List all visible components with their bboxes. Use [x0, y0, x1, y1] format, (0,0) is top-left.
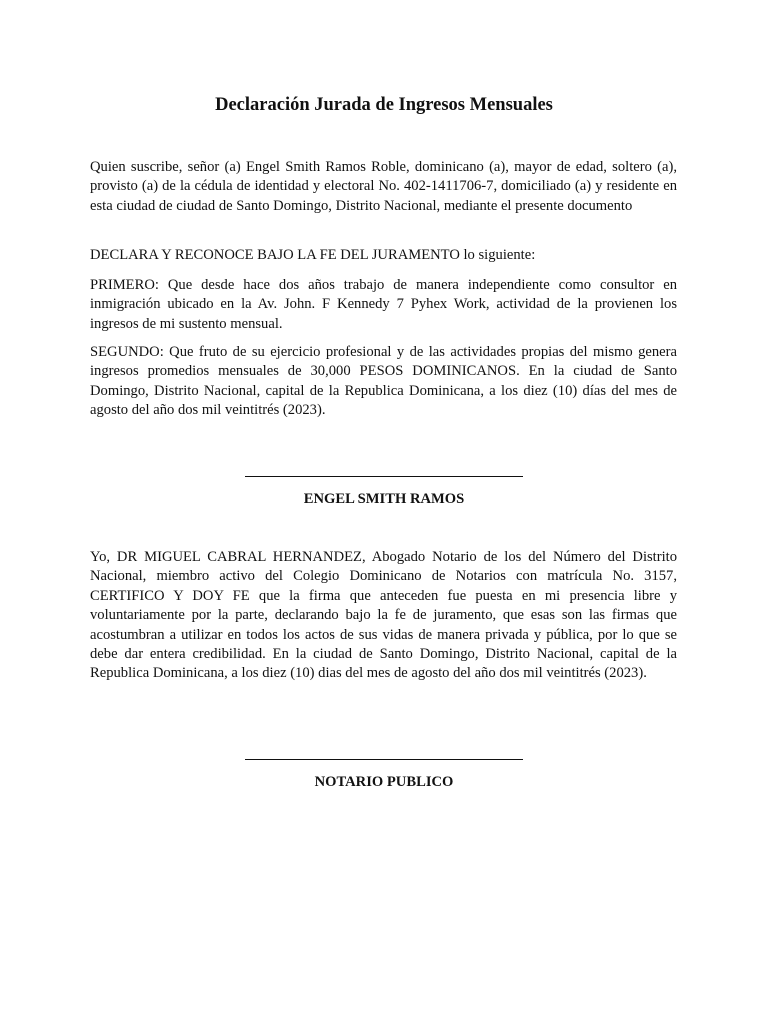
document-title: Declaración Jurada de Ingresos Mensuales [215, 95, 553, 115]
notary-label: NOTARIO PUBLICO [314, 774, 454, 790]
segundo-paragraph: SEGUNDO: Que fruto de su ejercicio profesional y de las actividades propias del mismo genera ingresos promedios mensuales de 30,000 PESOS DOMINICANOS. En la ciudad de Santo Domingo, Distrito Nacional, capital de la Republica Dominicana, a los diez (10) días del mes de agosto del año dos mil veintitrés (2023). [90, 344, 677, 419]
declarant-name: ENGEL SMITH RAMOS [303, 491, 465, 507]
declarant-signature-line [245, 476, 523, 477]
notary-signature-line [245, 759, 523, 760]
notary-certification-paragraph: Yo, DR MIGUEL CABRAL HERNANDEZ, Abogado Notario de los del Número del Distrito Nacional, miembro activo del Colegio Dominicano de Notarios con matrícula No. 3157, CERTIFICO Y DOY FE que la firma que anteceden fue puesta en mi presencia libre y voluntariamente por la parte, declarando bajo la fe de juramento, que esas son las firmas que acostumbran a utilizar en todos los actos de sus vidas de manera privada y pública, por lo que se debe dar entera credibilidad. En la ciudad de Santo Domingo, Distrito Nacional, capital de la Republica Dominicana, a los diez (10) dias del mes de agosto del año dos mil veintitrés (2023). [90, 549, 677, 682]
intro-paragraph: Quien suscribe, señor (a) Engel Smith Ramos Roble, dominicano (a), mayor de edad, soltero (a), provisto (a) de la cédula de identidad y electoral No. 402-1411706-7, domiciliado (a) y residente en esta ciudad de ciudad de Santo Domingo, Distrito Nacional, mediante el presente documento [90, 159, 677, 214]
declaration-paragraph: DECLARA Y RECONOCE BAJO LA FE DEL JURAMENTO lo siguiente: [90, 247, 536, 263]
primero-paragraph: PRIMERO: Que desde hace dos años trabajo de manera independiente como consultor en inmigración ubicado en la Av. John. F Kennedy 7 Pyhex Work, actividad de la provienen los ingresos de mi sustento mensual. [90, 277, 677, 332]
